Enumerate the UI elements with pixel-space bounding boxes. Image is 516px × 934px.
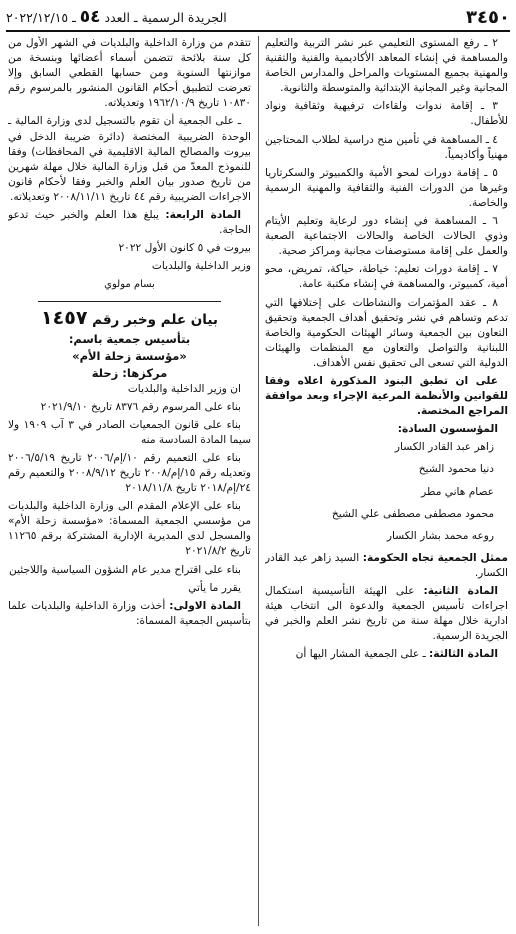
decree-article-1-text: أخذت وزارة الداخلية والبلديات علما بتأسيس الجمعية المسماة: <box>8 599 251 627</box>
announcement-subtitle: بتأسيس جمعية باسم: <box>68 331 191 346</box>
representative-text: السيد زاهر عبد القادر الكسار. <box>265 551 508 579</box>
header-rule <box>6 30 510 32</box>
founder-name: روعه محمد بشار الكسار <box>386 529 494 542</box>
association-center: مركزها: زحلة <box>91 365 168 380</box>
decree-basis: بناء على الإعلام المقدم الى وزارة الداخلية والبلديات من مؤسسي الجمعية المسماة: «مؤسسة زحلة الأم» والمسجل لدى المديرية الإدارية المشتركة برقم ١١٢٦٥ تاريخ ٢٠٢١/٨/٢ <box>8 500 251 558</box>
issue-number: ٥٤ <box>79 7 101 27</box>
objective-3: ٣ ـ إقامة ندوات ولقاءات ترفيهية وثقافية ونواد للأطفال. <box>265 100 508 128</box>
tax-registration: ـ على الجمعية أن تقوم بالتسجيل لدى وزارة المالية ـ الوحدة الضريبية المختصة (دائرة ضريبة الدخل في بيروت والمصالح المالية الاقليمية في المحافظات) وفقا للنموذج المعدّ من قبل وزارة المالية خلال مهلة شهرين من تاريخ صدور بيان العلم والخبر وفقا لأحكام قانون الاجراءات الضريبية رقم ٤٤ تاريخ ٢٠٠٨/١١/١١ وتعديلاته. <box>8 115 251 203</box>
representative-label: ممثل الجمعية تجاه الحكومة: <box>362 551 508 564</box>
signature-title: وزير الداخلية والبلديات <box>151 260 251 273</box>
article-2-text: على الهيئة التأسيسية استكمال اجراءات تأسيس الجمعية والدعوة الى انتخاب هيئة ادارية خلال مهلة سنة من تاريخ نشر العلم والخبر في الجريدة الرسمية. <box>265 585 508 643</box>
article-2-label: المادة الثانية: <box>423 585 498 597</box>
article-3 <box>265 647 508 662</box>
decree-article-1 <box>8 599 251 629</box>
right-column <box>265 36 508 930</box>
decree-opening: ان وزير الداخلية والبلديات <box>127 382 241 395</box>
page-header <box>6 6 510 28</box>
article-3-text: ـ على الجمعية المشار اليها أن <box>295 648 426 661</box>
signature-place-date: بيروت في ٥ كانون الأول ٢٠٢٢ <box>118 242 251 255</box>
article-3-label: المادة الثالثة: <box>429 648 498 661</box>
decree-article-1-label: المادة الاولى: <box>169 599 242 612</box>
founder-name: زاهر عبد القادر الكسار <box>394 441 494 454</box>
objective-8: ٨ ـ عقد المؤتمرات والنشاطات على إختلافها التي تدعم وتساهم في نشر وتحقيق أهداف الجمعية وتحقيق التعاون بين الجمعية وسائر الهيئات الحكومية والخاصة اللبنانية والتواصل والتعاون مع المنظمات والهيئات الدولية التي تسعى الى تحقيق نفس الأهداف. <box>265 296 508 369</box>
decree-basis: بناء على اقتراح مدير عام الشؤون السياسية واللاجئين <box>9 563 241 576</box>
gazette-title <box>6 7 227 27</box>
objective-6: ٦ ـ المساهمة في إنشاء دور لرعاية وتعليم الأيتام وذوي الحالات الخاصة والحالات الاجتماعية الصعبة والعمل على إقامة مستوصفات مجانية ومراكز صحية. <box>265 215 508 258</box>
founder-name: دنيا محمود الشيخ <box>418 463 494 476</box>
signature-name: بسام مولوي <box>104 279 155 291</box>
page-number: ٣٤٥٠ <box>466 6 510 28</box>
column-divider <box>258 36 259 926</box>
article-4-label: المادة الرابعة: <box>165 209 241 222</box>
founder-name: محمود مصطفى مصطفى علي الشيخ <box>331 507 494 520</box>
gazette-title-prefix: الجريدة الرسمية ـ العدد <box>104 10 227 25</box>
objective-5: ٥ ـ إقامة دورات لمحو الأمية والكمبيوتر والسكرتاريا وغيرها من الدورات الفنية والثقافية والمهنية الرسمية والخاصة. <box>265 166 508 209</box>
article-3-continued: تتقدم من وزارة الداخلية والبلديات في الشهر الأول من كل سنة بلائحة تتضمن أسماء أعضائها وبنسخة من موازنتها السنوية ومن حسابها القطعي السابق وإلا تعرضت لتطبيق أحكام القانون المنشور بالمرسوم رقم ١٠٨٣٠ تاريخ ١٩٦٢/١٠/٩ وتعديلاته. <box>8 37 251 110</box>
compliance-paragraph: على ان تطبق البنود المذكورة اعلاه وفقا للقوانين والأنظمة المرعية الإجراء وبعد موافقة المراجع المختصة. <box>265 374 508 418</box>
left-column <box>8 36 251 930</box>
representative <box>265 551 508 581</box>
announcement-number: ١٤٥٧ <box>41 306 88 329</box>
issue-date: ـ ٢٠٢٢/١٢/١٥ <box>6 10 76 25</box>
article-2 <box>265 584 508 644</box>
article-4 <box>8 208 251 238</box>
association-name: «مؤسسة زحلة الأم» <box>72 348 187 363</box>
objective-7: ٧ ـ إقامة دورات تعليم: خياطة، حياكة، تمريض، محو أمية، كمبيوتر، والمساهمة في إنشاء مكتبة عامة. <box>265 263 508 291</box>
founder-name: عصام هاني مطر <box>421 485 494 498</box>
announcement-title-prefix: بيان علم وخبر رقم <box>92 311 218 328</box>
decree-basis: بناء على قانون الجمعيات الصادر في ٣ آب ١٩٠٩ ولا سيما المادة السادسة منه <box>8 418 251 446</box>
founders-heading: المؤسسون السادة: <box>397 423 498 436</box>
decree-basis: بناء على التعميم رقم ١٠/إم/٢٠٠٦ تاريخ ٢٠٠٦/٥/١٩ وتعديله رقم ١٥/إم/٢٠٠٨ تاريخ ٢٠٠٨/٩/١٢ والتعميم رقم ٢٤/إم/٢٠١٨ تاريخ ٢٠١٨/١١/٨ <box>8 451 251 495</box>
decree-basis: بناء على المرسوم رقم ٨٣٧٦ تاريخ ٢٠٢١/٩/١٠ <box>40 400 241 413</box>
objective-2: ٢ ـ رفع المستوى التعليمي عبر نشر التربية والتعليم والمساهمة في إنشاء المعاهد الأكاديمية والفنية والتقنية والمهنية بجميع المستويات والمراحل والمدارس الخاصة المجانية وغير المجانية الإبتدائية والمتوسطة والثانوية. <box>265 37 508 95</box>
founders-list <box>265 440 508 543</box>
section-separator <box>38 301 221 302</box>
objective-4: ٤ ـ المساهمة في تأمين منح دراسية لطلاب المحتاجين مهنياً وأكاديمياً. <box>265 133 508 161</box>
article-4-text: يبلغ هذا العلم والخبر حيث تدعو الحاجة. <box>8 209 251 237</box>
announcement-title <box>8 308 251 330</box>
decree-decides: يقرر ما يأتي <box>188 581 241 594</box>
